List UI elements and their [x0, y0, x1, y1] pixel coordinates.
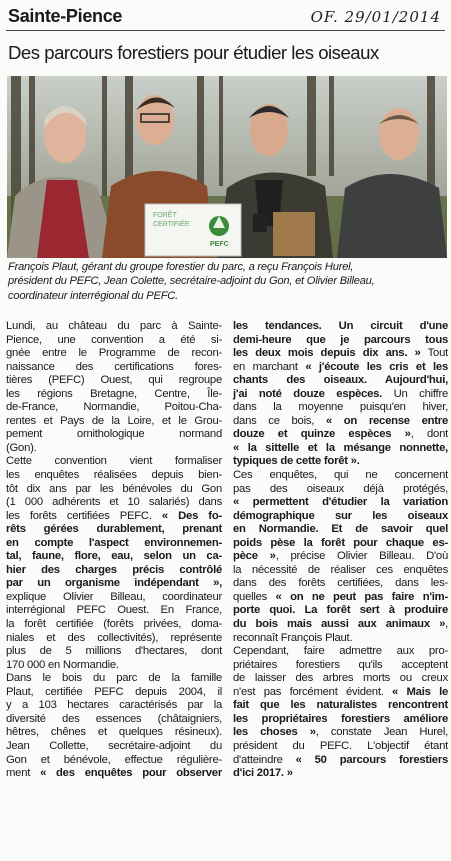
article-line [6, 686, 222, 700]
article-line [6, 564, 222, 578]
article-quote: « permettent d'étudier la variation [233, 496, 448, 509]
article-text: priétaires forestiers qu'ils acceptent [233, 658, 448, 671]
article-text: explique Olivier Billeau, coordinateur [6, 590, 222, 603]
article-line [233, 320, 448, 334]
article-line [233, 550, 448, 564]
article-text: président du PEFC. L'objectif étant [233, 739, 448, 752]
article-text: de laisser des arbres morts ou creux [233, 672, 448, 685]
article-line [6, 740, 222, 754]
article-line [233, 699, 448, 713]
article-text: interrégional PEFC Ouest. En France, [6, 604, 222, 617]
article-quote: douze et quinze espèces » [233, 428, 411, 441]
article-text: Ces enquêtes, qui ne concernent [233, 469, 448, 482]
article-line [6, 767, 222, 781]
article-line [6, 347, 222, 361]
article-quote: d'ici 2017. » [233, 767, 293, 780]
article-line [6, 699, 222, 713]
article-line [233, 564, 448, 578]
article-line [233, 496, 448, 510]
article-line [233, 686, 448, 700]
article-line [6, 523, 222, 537]
article-line [233, 483, 448, 497]
article-line [233, 767, 448, 781]
article-text: naissance des certifications fores- [6, 360, 222, 373]
article-text: n'est pas forcément évident. [233, 685, 393, 698]
article-line [6, 591, 222, 605]
article-quote: pèce » [233, 550, 276, 563]
article-text: Tout [420, 347, 448, 360]
article-line [6, 442, 222, 456]
article-quote: porte quoi. La forêt sert à produire [233, 604, 448, 617]
article-quote: typiques de cette forêt ». [233, 455, 360, 468]
article-column-left [6, 320, 222, 781]
article-text: pas des oiseaux déjà protégés, [233, 482, 448, 495]
article-line [233, 510, 448, 524]
article-line [233, 591, 448, 605]
article-line [233, 361, 448, 375]
article-line [6, 632, 222, 646]
article-text: (Gon). [6, 441, 37, 454]
article-line [6, 550, 222, 564]
article-text: , [445, 618, 448, 631]
article-line [233, 415, 448, 429]
article-line [6, 618, 222, 632]
article-text: rentes et Pays de la Loire, et le Grou- [6, 414, 222, 427]
article-line [6, 659, 222, 673]
article-line [6, 754, 222, 768]
article-text: tôt dix ans par les bénévoles du Gon [6, 482, 222, 495]
article-line [6, 320, 222, 334]
article-text: niales et des collectivités), représente [6, 631, 222, 644]
sign-text-line-2: CERTIFIÉE [153, 221, 190, 228]
article-quote: par un organisme indépendant », [6, 577, 222, 590]
sign-logo-text: PEFC [210, 241, 229, 248]
article-quote: « on recense entre [325, 414, 448, 427]
article-line [233, 659, 448, 673]
article-line [6, 361, 222, 375]
article-line [6, 726, 222, 740]
article-quote: démographique sur les oiseaux [233, 509, 448, 522]
article-line [233, 374, 448, 388]
article-line [6, 334, 222, 348]
article-line [6, 604, 222, 618]
article-line [6, 401, 222, 415]
article-quote: « Mais le [392, 685, 448, 698]
article-quote: chants des oiseaux. Aujourd'hui, [233, 374, 448, 387]
article-text: les régions Bretagne, Centre, Île- [6, 387, 222, 400]
article-text: dans ce bois, [233, 414, 326, 427]
article-quote: en compte l'aspect environnemen- [6, 536, 222, 549]
article-quote: « 50 parcours forestiers [295, 753, 448, 766]
location-title: Sainte-Pience [8, 6, 123, 26]
article-quote: rêts gérées durablement, prenant [6, 523, 222, 536]
article-quote: « j'écoute les cris et les [305, 360, 448, 373]
article-text: ment [6, 767, 41, 780]
article-quote: « des enquêtes pour observer [40, 767, 222, 780]
article-quote: « Des fo- [161, 509, 222, 522]
article-line [6, 388, 222, 402]
article-text: les enquêtes réalisées depuis bien- [6, 469, 222, 482]
photo-illustration [7, 76, 447, 258]
article-line [233, 428, 448, 442]
sign-text-line-1: FORÊT [153, 212, 177, 219]
article-line [233, 726, 448, 740]
article-line [233, 455, 448, 469]
article-line [6, 469, 222, 483]
article-text: Gon et bénévole, effectue régulière- [6, 753, 222, 766]
article-line [233, 740, 448, 754]
article-text: la nécessité de réaliser ces enquêtes [233, 563, 448, 576]
article-text: 170 000 en Normandie. [6, 658, 119, 671]
article-quote: du bois mais aussi aux animaux » [233, 618, 446, 631]
header-bar [6, 4, 445, 30]
article-quote: les propriétaires forestiers améliore [233, 712, 448, 725]
photo-caption [8, 260, 448, 303]
article-photo [7, 76, 447, 258]
article-text: dans des forêts certifiées, dans les- [233, 577, 448, 590]
article-quote: « on ne peut pas faire n'im- [275, 590, 448, 603]
article-text: dans la moyenne puisqu'en hiver, [233, 401, 448, 414]
article-line [6, 672, 222, 686]
article-quote: hier des charges précis contrôlé [6, 563, 222, 576]
article-text: Cette convention vient formaliser [6, 455, 222, 468]
article-text: Lundi, au château du parc à Sainte- [6, 320, 222, 332]
article-text: hêtres, chênes et quelques résineux). [6, 726, 222, 739]
article-quote: demi-heure que je parcours tous [233, 333, 448, 346]
article-line [233, 523, 448, 537]
article-text: la forêt certifiée (forêts privées, doma- [6, 618, 222, 631]
article-quote: fait que les naturalistes rencontrent [233, 699, 448, 712]
article-column-right [233, 320, 448, 781]
article-text: tières (PEFC) Ouest, qui regroupe [6, 374, 222, 387]
article-line [233, 401, 448, 415]
article-line [233, 442, 448, 456]
article-line [6, 483, 222, 497]
article-text: les forêts certifiées PEFC. [6, 509, 162, 522]
article-line [233, 604, 448, 618]
article-line [233, 754, 448, 768]
article-line [233, 469, 448, 483]
article-text: plus de 5 millions d'hectares, dont [6, 645, 222, 658]
article-text: Un chiffre [382, 387, 448, 400]
article-text: , dont [410, 428, 449, 441]
article-line [233, 672, 448, 686]
article-text: en marchant [233, 360, 306, 373]
article-quote: les deux mois depuis dix ans. » [233, 347, 421, 360]
article-line [6, 496, 222, 510]
article-text: de-France, Normandie, Poitou-Cha- [6, 401, 222, 414]
article-text: Dans le bois du parc de la famille [6, 672, 222, 685]
article-text: diversité des essences (châtaigniers, [6, 712, 222, 725]
article-line [6, 510, 222, 524]
article-text: d'atteindre [233, 753, 296, 766]
handwritten-date-note: OF. 29/01/2014 [310, 8, 441, 26]
article-line [233, 388, 448, 402]
article-text: , précise Olivier Billeau. D'où [275, 550, 449, 563]
article-line [6, 374, 222, 388]
article-line [6, 645, 222, 659]
caption-line: François Plaut, gérant du groupe forestier du parc, a reçu François Hurel, [8, 261, 354, 273]
article-line [233, 632, 448, 646]
article-text: Jean Collette, secrétaire-adjoint du [6, 739, 222, 752]
article-text: reconnaît François Plaut. [233, 631, 353, 644]
article-line [233, 537, 448, 551]
article-line [6, 455, 222, 469]
article-quote: les choses » [233, 726, 316, 739]
article-quote: les tendances. Un circuit d'une [233, 320, 448, 332]
article-quote: « la sittelle et la mésange nonnette, [233, 441, 448, 454]
article-text: pement ornithologique normand [6, 428, 222, 441]
article-line [233, 618, 448, 632]
article-line [233, 645, 448, 659]
caption-line: président du PEFC, Jean Colette, secrétaire-adjoint du Gon, et Olivier Billeau, [8, 275, 375, 288]
article-line [6, 415, 222, 429]
article-quote: en Normandie. Et de savoir quel [233, 523, 448, 536]
article-text: (1 000 adhérents et 10 salariés) dans [6, 496, 222, 509]
article-line [6, 713, 222, 727]
article-quote: j'ai noté douze espèces. [233, 387, 383, 400]
article-text: y a 103 hectares caractérisés par la [6, 699, 222, 712]
article-text: Plaut, certifiée PEFC depuis 2004, il [6, 685, 222, 698]
article-headline: Des parcours forestiers pour étudier les oiseaux [8, 42, 379, 63]
article-quote: poids pèse la forêt pour chaque es- [233, 536, 448, 549]
caption-line: coordinateur interrégional du PEFC. [8, 289, 178, 302]
header-divider [6, 30, 445, 31]
article-line [6, 428, 222, 442]
article-text: Pience, une convention a été si- [6, 333, 222, 346]
article-line [6, 537, 222, 551]
article-text: gnée entre le Programme de recon- [6, 347, 222, 360]
article-text: Cependant, faire admettre aux pro- [233, 645, 448, 658]
article-quote: tal, faune, flore, eau, selon un ca- [6, 550, 222, 563]
article-line [233, 347, 448, 361]
article-line [233, 577, 448, 591]
article-line [233, 713, 448, 727]
article-line [233, 334, 448, 348]
article-text: quelles [233, 590, 276, 603]
article-line [6, 577, 222, 591]
article-text: , constate Jean Hurel, [315, 726, 448, 739]
